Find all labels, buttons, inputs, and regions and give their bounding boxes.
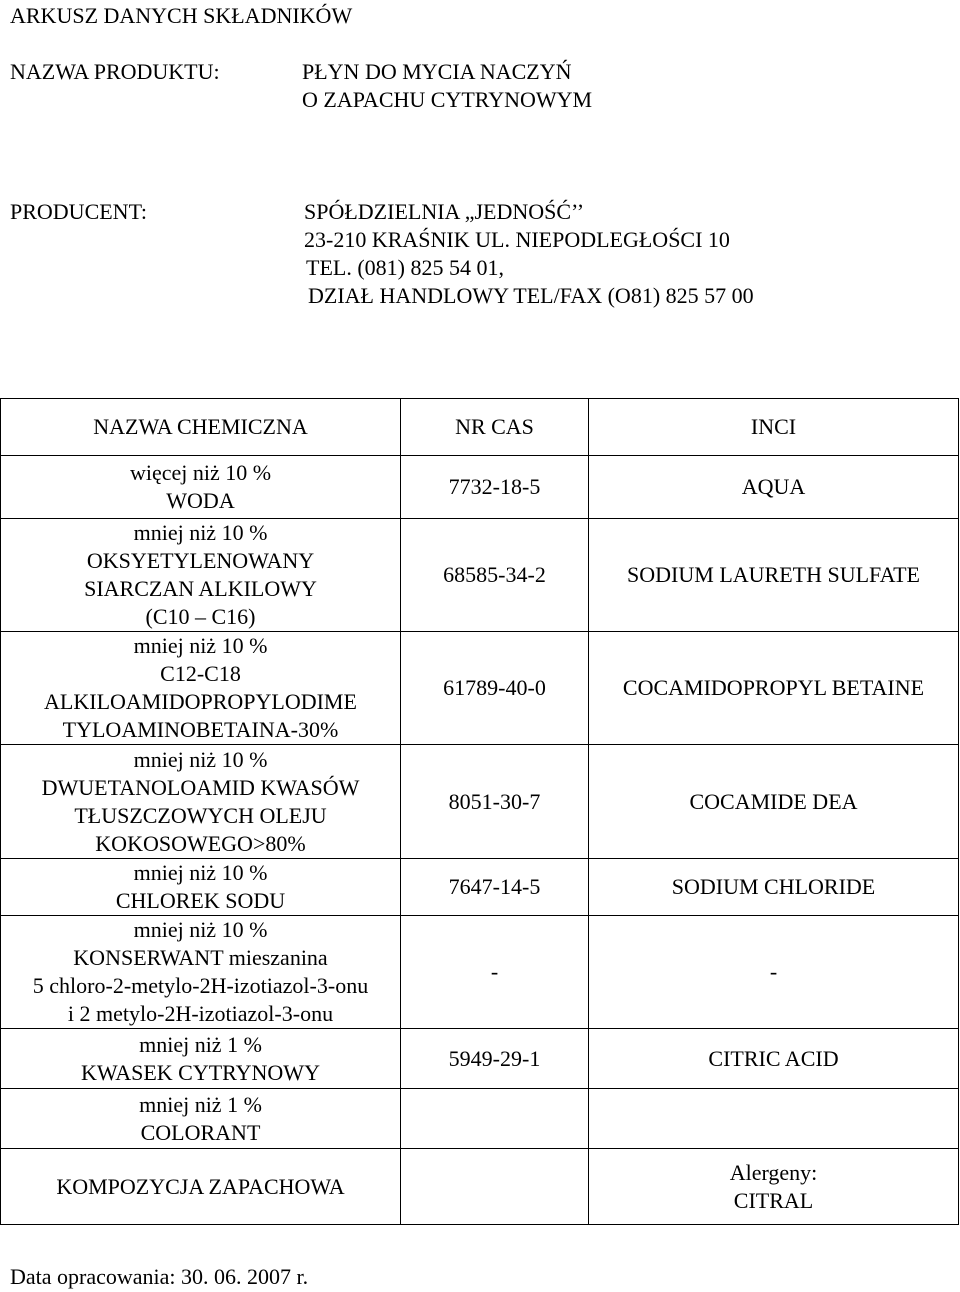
chemical-name-line: KOKOSOWEGO>80% [95, 830, 306, 856]
chemical-name-line: mniej niż 10 % [133, 917, 268, 942]
inci-cell [589, 1149, 959, 1225]
ingredients-table-body [1, 399, 959, 1225]
chemical-name-line: i 2 metylo-2H-izotiazol-3-onu [67, 1001, 334, 1026]
producer-details [304, 198, 754, 310]
inci-cell [589, 1089, 959, 1149]
chemical-name-line: OKSYETYLENOWANY [86, 548, 315, 573]
chemical-name-cell [1, 1149, 401, 1225]
chemical-name-line: mniej niż 10 % [133, 860, 268, 885]
cas-number-cell: 68585-34-2 [401, 519, 589, 632]
cas-number-cell [401, 1089, 589, 1149]
chemical-name-line: mniej niż 10 % [133, 633, 268, 658]
cas-number-cell [401, 1149, 589, 1225]
header-inci: INCI [589, 399, 959, 456]
chemical-name-line: ALKILOAMIDOPROPYLODIME [44, 689, 357, 714]
chemical-name-line: 5 chloro-2-metylo-2H-izotiazol-3-onu [32, 973, 369, 998]
cas-number-cell: 61789-40-0 [401, 632, 589, 745]
chemical-name-cell [1, 745, 401, 859]
product-name-line: PŁYN DO MYCIA NACZYŃ [302, 59, 572, 84]
product-name-label: NAZWA PRODUKTU: [10, 59, 220, 84]
chemical-name-cell [1, 1089, 401, 1149]
inci-cell [589, 916, 959, 1029]
table-row [1, 1029, 959, 1089]
chemical-name-line: COLORANT [140, 1119, 261, 1145]
chemical-name-cell [1, 456, 401, 519]
chemical-name-line: TŁUSZCZOWYCH OLEJU [74, 802, 327, 828]
chemical-name-cell [1, 916, 401, 1029]
header-cas-number: NR CAS [401, 399, 589, 456]
inci-cell [589, 519, 959, 632]
chemical-name-line: mniej niż 1 % [139, 1091, 262, 1117]
inci-line: COCAMIDOPROPYL BETAINE [622, 675, 925, 700]
inci-line: Alergeny: [729, 1159, 818, 1185]
inci-line: AQUA [741, 474, 806, 499]
producer-line: TEL. (081) 825 54 01, [306, 255, 504, 280]
producer-line: DZIAŁ HANDLOWY TEL/FAX (O81) 825 57 00 [308, 283, 754, 308]
table-row [1, 456, 959, 519]
table-row [1, 632, 959, 745]
chemical-name-cell [1, 519, 401, 632]
chemical-name-line: mniej niż 1 % [139, 1031, 262, 1057]
table-row [1, 519, 959, 632]
inci-cell [589, 456, 959, 519]
chemical-name-line: CHLOREK SODU [115, 888, 286, 913]
chemical-name-line: KOMPOZYCJA ZAPACHOWA [56, 1173, 345, 1199]
chemical-name-line: mniej niż 10 % [133, 520, 268, 545]
chemical-name-line: KONSERWANT mieszanina [73, 945, 328, 970]
inci-cell [589, 859, 959, 916]
cas-number-cell: - [401, 916, 589, 1029]
inci-line: - [769, 959, 778, 984]
table-row [1, 859, 959, 916]
inci-line: CITRIC ACID [708, 1045, 839, 1071]
cas-number-cell: 5949-29-1 [401, 1029, 589, 1089]
cas-number-cell: 7732-18-5 [401, 456, 589, 519]
chemical-name-line: DWUETANOLOAMID KWASÓW [41, 774, 360, 800]
inci-cell [589, 632, 959, 745]
product-name-value [302, 58, 592, 114]
inci-line: SODIUM CHLORIDE [671, 874, 876, 899]
cas-number-cell: 8051-30-7 [401, 745, 589, 859]
chemical-name-line: (C10 – C16) [145, 604, 256, 629]
producer-line: 23-210 KRAŚNIK UL. NIEPODLEGŁOŚCI 10 [304, 227, 730, 252]
inci-cell [589, 745, 959, 859]
chemical-name-cell [1, 859, 401, 916]
chemical-name-line: więcej niż 10 % [129, 460, 272, 485]
producer-line: SPÓŁDZIELNIA „JEDNOŚĆ’’ [304, 199, 585, 224]
document-title: ARKUSZ DANYCH SKŁADNIKÓW [10, 3, 353, 28]
table-row [1, 1089, 959, 1149]
chemical-name-cell [1, 1029, 401, 1089]
table-row [1, 745, 959, 859]
header-chemical-name: NAZWA CHEMICZNA [1, 399, 401, 456]
chemical-name-line: SIARCZAN ALKILOWY [84, 576, 317, 601]
inci-line: COCAMIDE DEA [689, 788, 858, 814]
chemical-name-line: mniej niż 10 % [133, 746, 268, 772]
chemical-name-line: KWASEK CYTRYNOWY [81, 1059, 320, 1085]
chemical-name-cell [1, 632, 401, 745]
chemical-name-line: C12-C18 [160, 661, 241, 686]
chemical-name-line: TYLOAMINOBETAINA-30% [62, 717, 339, 742]
preparation-date: Data opracowania: 30. 06. 2007 r. [10, 1264, 309, 1289]
inci-line: CITRAL [733, 1187, 814, 1213]
cas-number-cell: 7647-14-5 [401, 859, 589, 916]
inci-cell [589, 1029, 959, 1089]
table-row [1, 916, 959, 1029]
product-name-line: O ZAPACHU CYTRYNOWYM [302, 87, 593, 112]
producer-label: PRODUCENT: [10, 199, 148, 224]
chemical-name-line: WODA [166, 488, 235, 513]
ingredients-table [0, 398, 959, 1225]
table-row [1, 1149, 959, 1225]
table-header-row [1, 399, 959, 456]
inci-line: SODIUM LAURETH SULFATE [627, 562, 920, 587]
